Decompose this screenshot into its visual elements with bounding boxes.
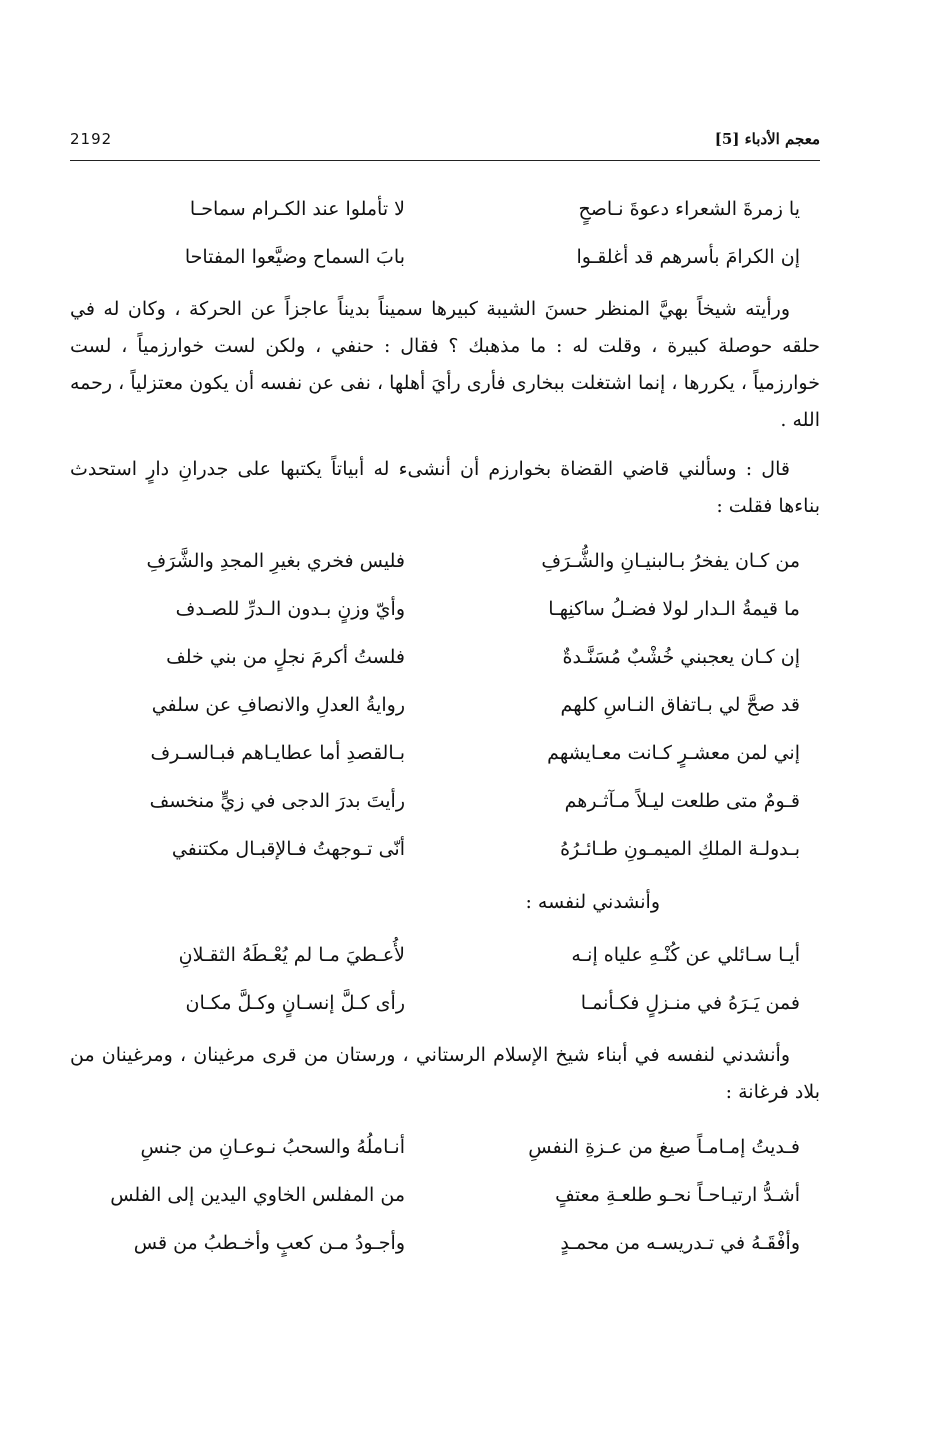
paragraph: ورأيته شيخاً بهيَّ المنظر حسنَ الشيبة كبيرها سميناً بديناً عاجزاً عن الحركة ، وكان له في حلقه حوصلة كبيرة ، وقلت له : ما مذهبك ؟ فقال : حنفي ، ولكن لست خوارزمياً ، لست خوارزمياً ، يكررها ، إنما اشتغلت ببخارى فأرى رأيَ أهلها ، نفى عن نفسه أن يكون معتزلياً ، رحمه الله . [70, 298, 820, 431]
verse-line [70, 825, 820, 873]
first-hemistich: قد صحَّ لي بـاتفاق النـاسِ كلهم [560, 694, 800, 716]
paragraph: وأنشدني لنفسه في أبناء شيخ الإسلام الرستاني ، ورستان من قرى مرغينان ، ومرغينان من بلاد فرغانة : [70, 1044, 820, 1103]
second-hemistich: وأجـودُ مـن كعبٍ وأخـطبُ من قس [133, 1232, 405, 1254]
first-hemistich: أشـدُّ ارتيـاحـاً نحـو طلعـةِ معتفٍ [555, 1184, 800, 1206]
second-hemistich: فلستُ أكرمَ نجلٍ من بني خلف [166, 646, 405, 668]
running-title: معجم الأدباء [5] [714, 130, 820, 148]
second-hemistich: روايةُ العدلِ والانصافِ عن سلفي [151, 694, 405, 716]
verse-line [70, 1123, 820, 1171]
verse-line [70, 185, 820, 233]
page-body [70, 175, 820, 1277]
first-hemistich: أيـا سـائلي عن كُنْـهِ علياه إنـه [571, 944, 800, 966]
verse-line [70, 1219, 820, 1267]
second-hemistich: وأيّ وزنٍ بـدون الـدرِّ للصـدف [175, 598, 405, 620]
verse-intro: وأنشدني لنفسه : [525, 891, 660, 913]
page-header [70, 130, 820, 158]
verse-block-3 [70, 931, 820, 1027]
first-hemistich: قـومٌ متى طلعت ليـلاً مـآثـرهم [564, 790, 800, 812]
second-hemistich: لا تأملوا عند الكـرام سماحـا [189, 198, 405, 220]
second-hemistich: رأيتَ بدرَ الدجى في زيٍّ منخسف [149, 790, 405, 812]
first-hemistich: إن كـان يعجبني خُشْبٌ مُسَنَّـدةٌ [562, 646, 800, 668]
verse-line [70, 931, 820, 979]
paragraph: قال : وسألني قاضي القضاة بخوارزم أن أنشىء له أبياتاً يكتبها على جدرانِ دارٍ استحدث بناءها فقلت : [70, 458, 820, 517]
first-hemistich: يا زمرةَ الشعراء دعوةَ نـاصحٍ [578, 198, 800, 220]
second-hemistich: رأى كـلَّ إنسـانٍ وكـلَّ مكـان [185, 992, 405, 1014]
first-hemistich: فمن يَـرَهُ في منـزلٍ فكـأنمـا [580, 992, 800, 1014]
first-hemistich: إني لمن معشـرٍ كـانت معـايشهم [547, 742, 800, 764]
second-hemistich: بابَ السماح وضيَّعوا المفتاحا [184, 246, 405, 268]
second-hemistich: أنـاملُهُ والسحبُ نـوعـانِ من جنسِ [140, 1136, 405, 1158]
header-rule [70, 160, 820, 161]
page-number: 2192 [70, 130, 113, 148]
second-hemistich: أنّى تـوجهتُ فـالإقبـال مكتنفي [171, 838, 405, 860]
second-hemistich: فليس فخري بغيرِ المجدِ والشَّرَفِ [146, 550, 405, 572]
verse-line [70, 979, 820, 1027]
second-hemistich: بـالقصدِ أما عطايـاهم فبـالسـرف [150, 742, 405, 764]
first-hemistich: من كـان يفخرُ بـالبنيـانِ والشُّـرَفِ [541, 550, 800, 572]
verse-line [70, 537, 820, 585]
verse-line [70, 777, 820, 825]
verse-block-2 [70, 537, 820, 873]
verse-line [70, 233, 820, 281]
verse-block-4 [70, 1123, 820, 1267]
verse-line [70, 681, 820, 729]
second-hemistich: من المفلس الخاوي اليدين إلى الفلس [110, 1184, 405, 1206]
verse-line [70, 585, 820, 633]
first-hemistich: وأفْقَـهُ في تـدريسـه من محمـدٍ [560, 1232, 800, 1254]
first-hemistich: إن الكرامَ بأسرهم قد أغلقـوا [576, 246, 800, 268]
verse-line [70, 729, 820, 777]
verse-line [70, 633, 820, 681]
first-hemistich: فـديتُ إمـامـاً صيغ من عـزةِ النفسِ [528, 1136, 800, 1158]
second-hemistich: لأُعـطيَ مـا لم يُعْـطَهُ الثقـلانِ [178, 944, 405, 966]
verse-block-1 [70, 185, 820, 281]
first-hemistich: بـدولـة الملكِ الميمـونِ طـائـرُهُ [560, 838, 800, 860]
first-hemistich: ما قيمةُ الـدار لولا فضـلُ ساكنِهـا [548, 598, 800, 620]
verse-line [70, 1171, 820, 1219]
